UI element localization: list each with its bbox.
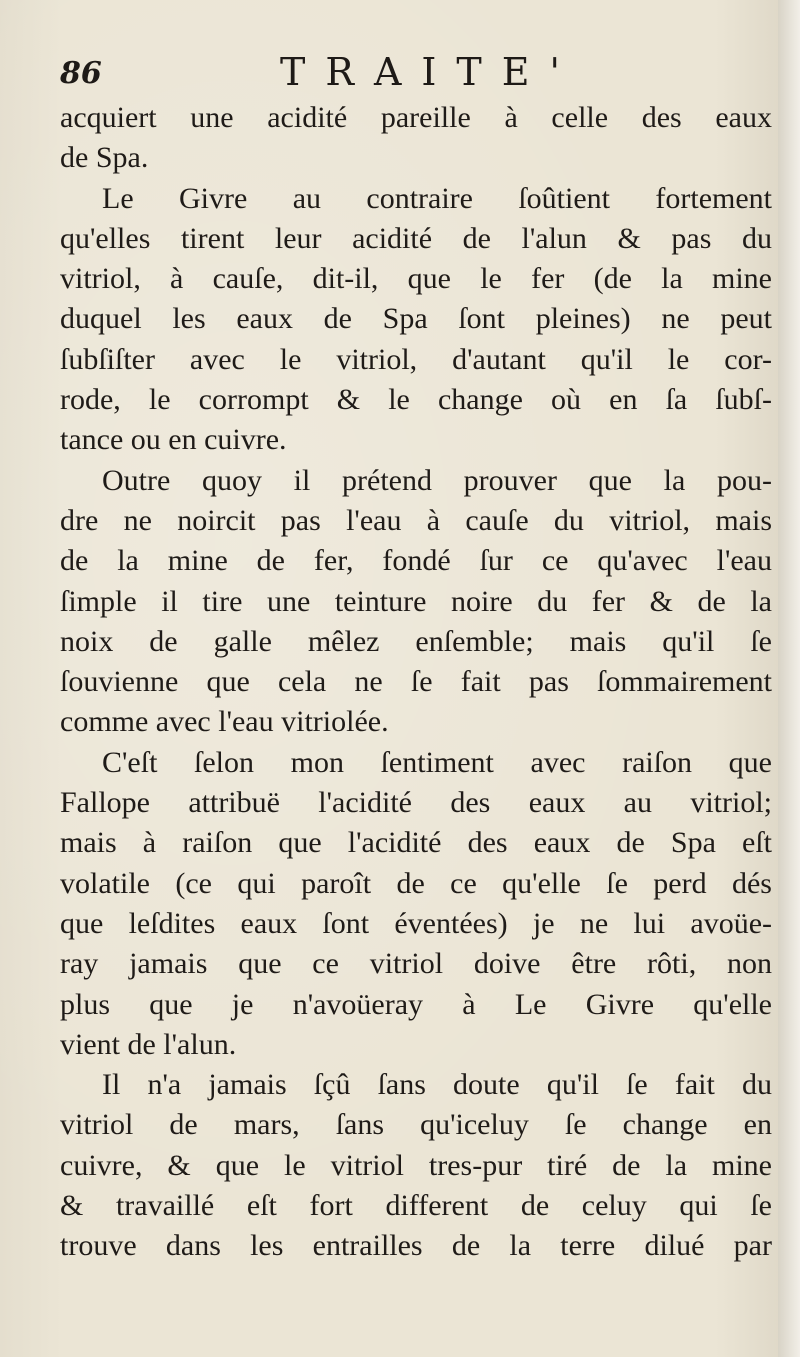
text-line: duquel les eaux de Spa ſont pleines) ne peut [60,302,772,336]
text-line: ſouvienne que cela ne ſe fait pas ſommairement [60,665,772,699]
text-line: Il n'a jamais ſçû ſans doute qu'il ſe fait du [102,1068,772,1102]
text-line: que leſdites eaux ſont éventées) je ne lui avoüe- [60,906,772,940]
running-head [60,50,760,100]
body-text [60,98,772,1267]
text-line: volatile (ce qui paroît de ce qu'elle ſe perd dés [60,866,772,900]
text-line: vient de l'alun. [60,1027,237,1061]
text-line: mais à raiſon que l'acidité des eaux de Spa eſt [60,826,772,860]
text-line: C'eſt ſelon mon ſentiment avec raiſon que [102,745,772,779]
text-line: ſubſiſter avec le vitriol, d'autant qu'il le cor- [60,342,772,376]
text-line: ſimple il tire une teinture noire du fer & de la [60,584,772,618]
text-line: trouve dans les entrailles de la terre dilué par [60,1229,772,1263]
text-line: de la mine de fer, fondé ſur ce qu'avec l'eau [60,544,772,578]
text-line: vitriol de mars, ſans qu'iceluy ſe change en [60,1108,772,1142]
text-line: vitriol, à cauſe, dit-il, que le fer (de la mine [60,262,772,296]
text-line: noix de galle mêlez enſemble; mais qu'il ſe [60,624,772,658]
text-line: Fallope attribuë l'acidité des eaux au vitriol; [60,786,772,820]
text-line: rode, le corrompt & le change où en ſa ſubſ- [60,383,772,417]
text-line: comme avec l'eau vitriolée. [60,705,389,739]
text-line: plus que je n'avoüeray à Le Givre qu'elle [60,987,772,1021]
text-line: & travaillé eſt fort different de celuy qui ſe [60,1189,772,1223]
page-number: 86 [60,56,102,91]
text-line: qu'elles tirent leur acidité de l'alun & pas du [60,221,772,255]
text-line: tance ou en cuivre. [60,423,287,457]
text-line: de Spa. [60,141,149,175]
text-line: cuivre, & que le vitriol tres-pur tiré de la mine [60,1148,772,1182]
page-edge [778,0,800,1357]
text-line: dre ne noircit pas l'eau à cauſe du vitriol, mais [60,503,772,537]
text-line: acquiert une acidité pareille à celle des eaux [60,101,772,134]
text-line: ray jamais que ce vitriol doive être rôti, non [60,947,772,981]
text-line: Outre quoy il prétend prouver que la pou- [102,463,772,497]
running-title: TRAITE' [280,50,580,94]
text-line: Le Givre au contraire ſoûtient fortement [102,181,772,215]
